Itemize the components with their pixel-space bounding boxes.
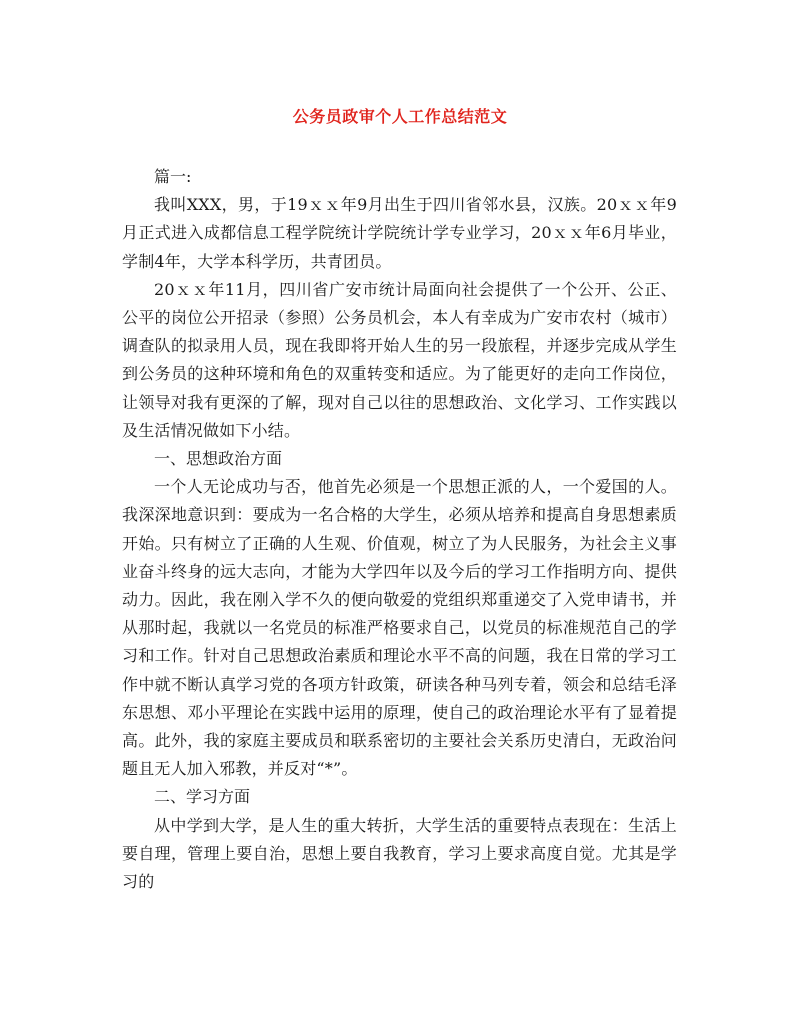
study-paragraph: 从中学到大学，是人生的重大转折，大学生活的重要特点表现在：生活上要自理，管理上要自治，思想上要自我教育，学习上要求高度自觉。尤其是学习的 <box>122 815 677 892</box>
section-label: 篇一: <box>154 167 192 186</box>
politics-paragraph: 一个人无论成功与否，他首先必须是一个思想正派的人，一个爱国的人。我深深地意识到：要成为一名合格的大学生，必须从培养和提高自身思想素质开始。只有树立了正确的人生观、价值观，树立了为人民服务，为社会主义事业奋斗终身的远大志向，才能为大学四年以及今后的学习工作指明方向、提供动力。因此，我在刚入学不久的便向敬爱的党组织郑重递交了入党申请书，并从那时起，我就以一名党员的标准严格要求自己，以党员的标准规范自己的学习和工作。针对自己思想政治素质和理论水平不高的问题，我在日常的学习工作中就不断认真学习党的各项方针政策，研读各种马列专着，领会和总结毛泽东思想、邓小平理论在实践中运用的原理，使自己的政治理论水平有了显着提高。此外，我的家庭主要成员和联系密切的主要社会关系历史清白，无政治问题且无人加入邪教，并反对“*”。 <box>122 477 677 779</box>
document-body <box>122 163 677 896</box>
intro-paragraph: 我叫XXX，男，于19ｘｘ年9月出生于四川省邻水县，汉族。20ｘｘ年9月正式进入成都信息工程学院统计学院统计学专业学习，20ｘｘ年6月毕业，学制4年，大学本科学历，共青团员。 <box>122 195 677 271</box>
recruitment-paragraph: 20ｘｘ年11月，四川省广安市统计局面向社会提供了一个公开、公正、公平的岗位公开招录（参照）公务员机会，本人有幸成为广安市农村（城市）调查队的拟录用人员，现在我即将开始人生的另一段旅程，并逐步完成从学生到公务员的这种环境和角色的双重转变和适应。为了能更好的走向工作岗位，让领导对我有更深的了解，现对自己以往的思想政治、文化学习、工作实践以及生活情况做如下小结。 <box>122 279 677 440</box>
politics-heading: 一、思想政治方面 <box>154 449 283 469</box>
document-title: 公务员政审个人工作总结范文 <box>292 107 508 126</box>
study-heading: 二、学习方面 <box>154 787 251 807</box>
